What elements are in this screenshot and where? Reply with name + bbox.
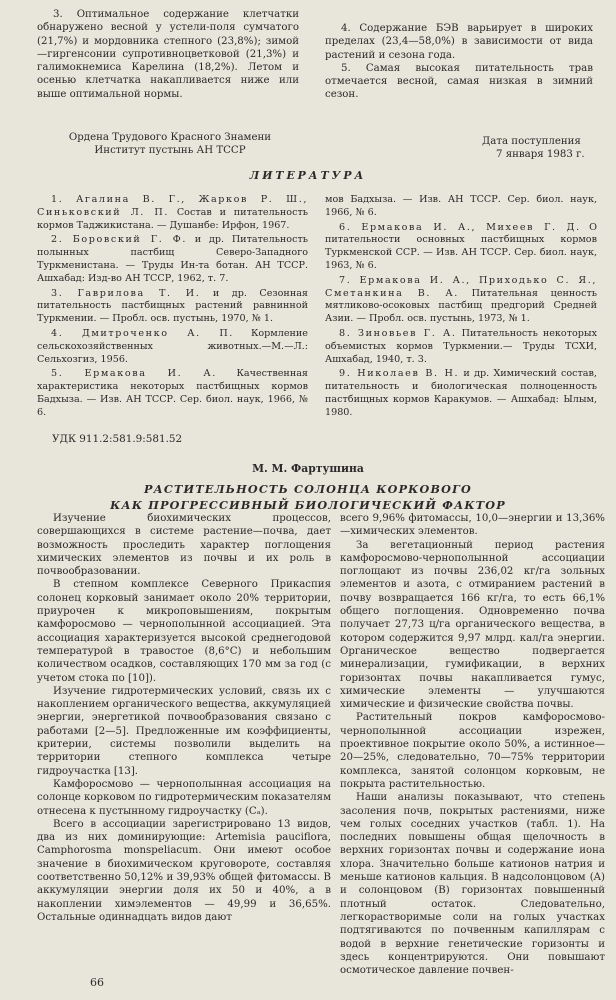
- reference-5: 5. Ермакова И. А. Качественная характеристика некоторых пастбищных кормов Бадхыза. — Изв. АН ТССР. Сер. биол. наук, 1966, № 6.: [37, 368, 308, 418]
- reference-9: 9. Николаев В. Н. и др. Химический состав, питательность и биологическая полноценность пастбищных кормов Каракумов. — Ашхабад: Ылым, 1980.: [325, 368, 597, 418]
- reference-6: 6. Ермакова И. А., Михеев Г. Д. О питательности основных пастбищных кормов Туркменской ССР. — Изв. АН ТССР. Сер. биол. наук, 1963, № 6.: [325, 221, 597, 271]
- page-number: 66: [90, 976, 104, 989]
- conclusion-5: 5. Самая высокая питательность трав отмечается весной, самая низкая в зимний сезон.: [325, 62, 593, 101]
- institution-line-2: Институт пустынь АН ТССР: [94, 145, 246, 157]
- article-body-right: [340, 512, 605, 977]
- article-paragraph: Всего в ассоциации зарегистрировано 13 видов, два из них доминирующие: Artemisia pauciflora, Camphorosma monspeliacum. Они имеют особое значение в биохимическом круговороте, составляя соответственно 50,12% и 39,93% общей фитомассы. В аккумуляции энергии доля их 50 и 40%, а в накоплении химэлементов — 49,99 и 36,65%. Остальные одиннадцать видов дают: [37, 818, 331, 923]
- reference-7: 7. Ермакова И. А., Приходько С. Я., Сметанкина В. А. Питательная ценность мятликово-осоковых пастбищ предгорий Средней Азии. — Пробл. осв. пустынь, 1973, № 1.: [325, 274, 597, 325]
- references-left: [37, 194, 308, 422]
- article-paragraph: Наши анализы показывают, что степень засоления почв, покрытых растениями, ниже чем голых соседних участков (табл. 1). На последних повышены общая щелочность в верхних горизонтах почвы и содержание иона хлора. Значительно больше катионов натрия и меньше катионов кальция. В надсолонцовом (A) и солонцовом (B) горизонтах повышенный плотный остаток. Следовательно, легкорастворимые соли на голых участках подтягиваются по почвенным капиллярам с водой в верхние генетические горизонты и здесь концентрируются. Они повышают осмотическое давление почвен-: [340, 792, 605, 977]
- article-body-left: [37, 512, 331, 924]
- reference-5-continuation: мов Бадхыза. — Изв. АН ТССР. Сер. биол. наук, 1966, № 6.: [325, 194, 597, 218]
- article-title-line-2: КАК ПРОГРЕССИВНЫЙ БИОЛОГИЧЕСКИЙ ФАКТОР: [110, 498, 506, 512]
- article-paragraph: Изучение биохимических процессов, совершающихся в системе растение—почва, дает возможность проследить характер поглощения химических элементов из почвы и их роль в почвообразовании.: [37, 513, 331, 578]
- udk-code: УДК 911.2:581.9:581.52: [52, 433, 183, 445]
- reference-1: 1. Агалина В. Г., Жарков Р. Ш., Синьковский Л. П. Состав и питательность кормов Таджикистана. — Душанбе: Ирфон, 1967.: [37, 194, 308, 231]
- references-right: [325, 194, 597, 422]
- article-title-line-1: РАСТИТЕЛЬНОСТЬ СОЛОНЦА КОРКОВОГО: [144, 482, 472, 496]
- article-paragraph: Изучение гидротермических условий, связь их с накоплением органического вещества, аккумуляцией энергии, энергетикой почвообразования связано с работами [2—5]. Предложенные им коэффициенты, критерии, системы позволили выделить на территории степного комплекса четыре гидроучастка [13].: [37, 685, 331, 777]
- conclusion-3: 3. Оптимальное содержание клетчатки обнаружено весной у устели-поля сумчатого (21,7%) и мордовника степного (23,8%); зимой—гиргенсонии супротивноцветковой (21,3%) и галимокнемиса Карелина (18,2%). Летом и осенью клетчатка накапливается ниже или выше оптимальной нормы.: [37, 9, 299, 100]
- article-paragraph: В степном комплексе Северного Прикаспия солонец корковый занимает около 20% территории, приурочен к микроповышениям, покрытым камфоросмово — чернополынной ассоциацией. Эта ассоциация характеризуется высокой среднегодовой температурой в травостое (8,6°C) и небольшим количеством осадков, составляющих 170 мм за год (с учетом стока по [10]).: [37, 579, 331, 684]
- reference-3: 3. Гаврилова Т. И. и др. Сезонная питательность пастбищных растений равнинной Туркмении. — Пробл. осв. пустынь, 1970, № 1.: [37, 287, 308, 325]
- institution-line-1: Ордена Трудового Красного Знамени: [68, 132, 272, 143]
- reference-4: 4. Дмитроченко А. П. Кормление сельскохозяйственных животных.—М.—Л.: Сельхозгиз, 1956.: [37, 327, 308, 365]
- article-title: [0, 481, 616, 513]
- conclusion-4: 4. Содержание БЭВ варьирует в широких пределах (23,4—58,0%) в зависимости от вида растений и сезона года.: [325, 23, 593, 61]
- article-paragraph: Растительный покров камфоросмово-чернополынной ассоциации изрежен, проективное покрытие около 50%, а истинное—20—25%, следовательно, 70—75% территории комплекса, занятой солонцом корковым, не покрыта растительностью.: [340, 712, 605, 790]
- article-paragraph: За вегетационный период растения камфоросмово-чернополынной ассоциации поглощают из почвы 236,02 кг/га зольных элементов и азота, с отмиранием растений в почву возвращается 166 кг/га, то есть 66,1% общего поглощения. Одновременно почва получает 27,73 ц/га органического вещества, в котором содержится 9,97 млрд. кал/га энергии. Органическое вещество подвергается минерализации, гумификации, в верхних горизонтах почвы накапливается гумус, химические элементы — улучшаются химические и физические свойства почвы.: [340, 539, 605, 711]
- received-date: [482, 135, 612, 162]
- institution: [52, 131, 288, 158]
- conclusions-right: [325, 22, 593, 102]
- article-paragraph: всего 9,96% фитомассы, 10,0—энергии и 13,36%—химических элементов.: [340, 513, 605, 538]
- article-paragraph: Камфоросмово — чернополынная ассоциация на солонце корковом по гидротермическим показателям отнесена к пустынному гидроучастку (Cₐ).: [37, 778, 331, 817]
- received-line-1: Дата поступления: [482, 136, 581, 147]
- literature-heading: ЛИТЕРАТУРА: [249, 169, 367, 182]
- reference-8: 8. Зиновьев Г. А. Питательность некоторых объемистых кормов Туркмении.— Труды ТСХИ, Ашхабад, 1940, т. 3.: [325, 327, 597, 365]
- article-author: М. М. Фартушина: [252, 462, 364, 475]
- received-line-2: 7 января 1983 г.: [496, 149, 585, 161]
- reference-2: 2. Боровский Г. Ф. и др. Питательность полынных пастбищ Северо-Западного Туркменистана. — Труды Ин-та ботан. АН ТССР. Ашхабад: Изд-во АН ТССР, 1962, т. 7.: [37, 234, 308, 284]
- conclusions-left: [37, 8, 299, 101]
